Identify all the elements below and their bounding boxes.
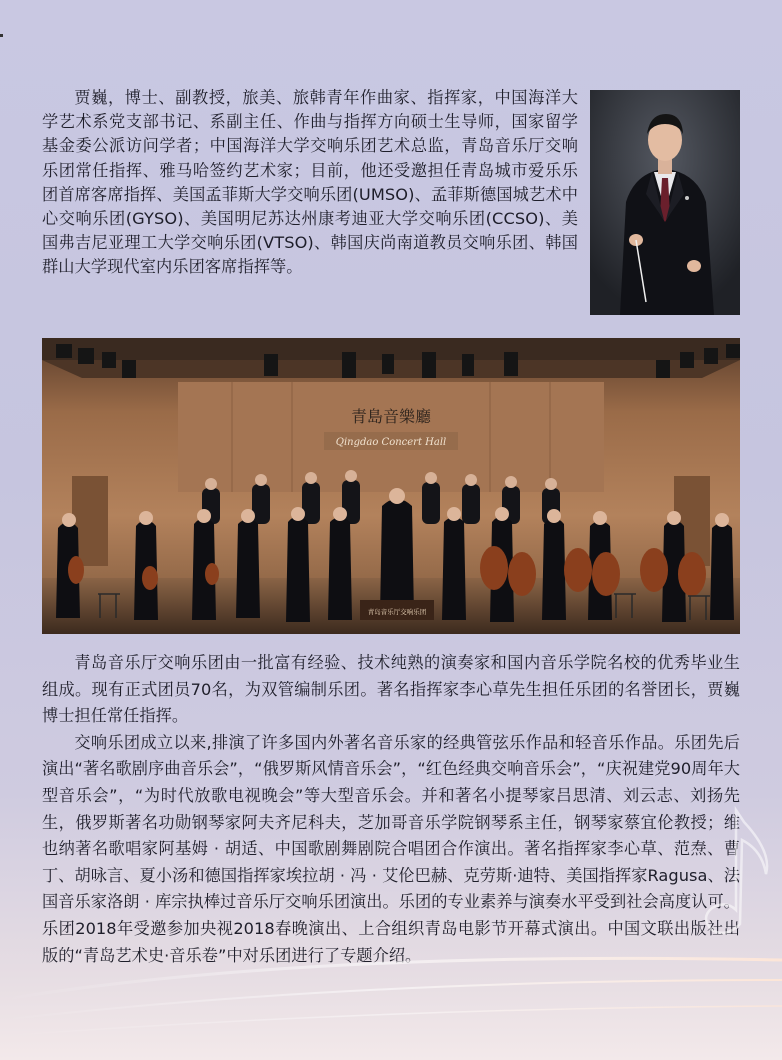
- orchestra-description: [42, 650, 740, 969]
- orchestra-history-paragraph: 交响乐团成立以来,排演了许多国内外著名音乐家的经典管弦乐作品和轻音乐作品。乐团先后演出“著名歌剧序曲音乐会”，“俄罗斯风情音乐会”，“红色经典交响音乐会”，“庆祝建党90周年大型音乐会”，“为时代放歌电视晚会”等大型音乐会。并和著名小提琴家吕思清、刘云志、刘扬先生，俄罗斯著名功勋钢琴家阿夫齐尼科夫，芝加哥音乐学院钢琴系主任，钢琴家蔡宜伦教授；维也纳著名歌唱家阿基姆 · 胡适、中国歌剧舞剧院合唱团合作演出。著名指挥家李心草、范焘、曹丁、胡咏言、夏小汤和德国指挥家埃拉胡 · 冯 · 艾伦巴赫、克劳斯·迪特、美国指挥家Ragusa、法国音乐家洛朗 · 库宗执棒过音乐厅交响乐团演出。乐团的专业素养与演奏水平受到社会高度认可。乐团2018年受邀参加央视2018春晚演出、上合组织青岛电影节开幕式演出。中国文联出版社出版的“青岛艺术史·音乐卷”中对乐团进行了专题介绍。: [42, 732, 740, 965]
- conductor-portrait: [590, 90, 740, 315]
- conductor-bio: 贾巍，博士、副教授，旅美、旅韩青年作曲家、指挥家，中国海洋大学艺术系党支部书记、系副主任、作曲与指挥方向硕士生导师，国家留学基金委公派访问学者；中国海洋大学交响乐团艺术总监，青岛音乐厅交响乐团常任指挥、雅马哈签约艺术家；目前，他还受邀担任青岛城市爱乐乐团首席客席指挥、美国孟菲斯大学交响乐团(UMSO)、孟菲斯德国城艺术中心交响乐团(GYSO)、美国明尼苏达州康考迪亚大学交响乐团(CCSO)、美国弗吉尼亚理工大学交响乐团(VTSO)、韩国庆尚南道教员交响乐团、韩国群山大学现代室内乐团客席指挥等。: [42, 88, 578, 277]
- orchestra-intro-paragraph: 青岛音乐厅交响乐团由一批富有经验、技术纯熟的演奏家和国内音乐学院名校的优秀毕业生组成。现有正式团员70名，为双管编制乐团。著名指挥家李心草先生担任乐团的名誉团长，贾巍博士担任常任指挥。: [42, 653, 740, 726]
- orchestra-photo: [42, 338, 740, 634]
- hall-sign-chinese: 青島音樂廳: [350, 407, 432, 426]
- concert-hall-scene: [42, 338, 740, 634]
- podium-label: 青岛音乐厅交响乐团: [367, 608, 427, 616]
- hall-sign-english: Qingdao Concert Hall: [335, 437, 447, 448]
- music-note-decoration: [686, 800, 776, 950]
- page-corner-mark: [0, 34, 3, 37]
- conductor-figure: [590, 90, 740, 315]
